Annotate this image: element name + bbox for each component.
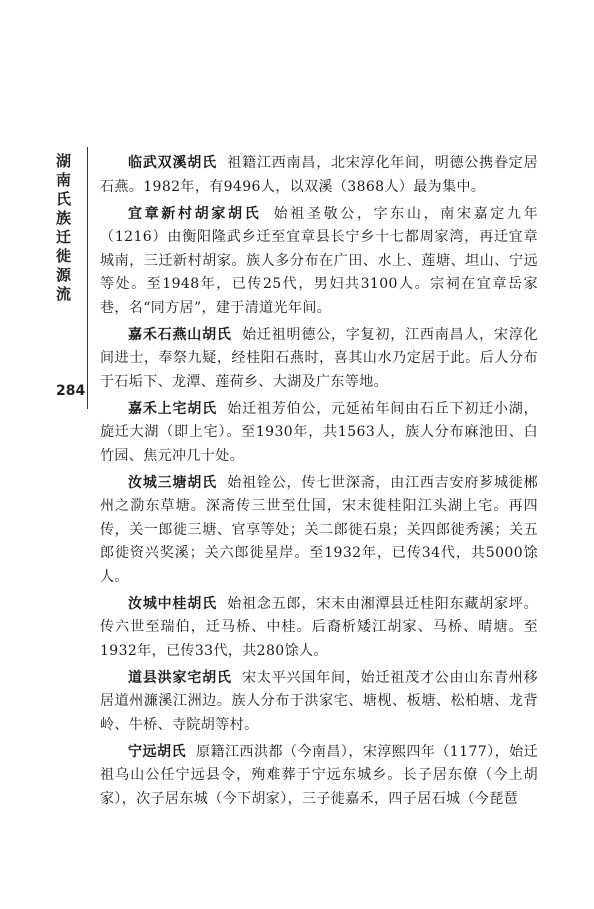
clan-description: 始祖圣敬公，字东山，南宋嘉定九年（1216）由衡阳隆武乡迁至宜章县长宁乡十七都周家湾，再迁宜章城南，三迁新村胡家。族人多分布在广田、水上、莲塘、坦山、宁远等处。至1948年，已传25代，男妇共3100人。宗祠在宜章岳家巷，名“同方居”，建于清道光年间。 — [100, 205, 539, 316]
clan-name: 嘉禾上宅胡氏 — [128, 400, 217, 417]
clan-name: 临武双溪胡氏 — [128, 155, 217, 171]
margin-rule — [87, 147, 88, 409]
clan-name: 嘉禾石燕山胡氏 — [128, 326, 232, 343]
clan-entry — [100, 593, 538, 664]
clan-description: 宋太平兴国年间，始迁祖茂才公由山东青州移居道州濂溪江洲边。族人分布于洪家宅、塘枧、板塘、松柏塘、龙背岭、牛桥、寺院胡等村。 — [100, 669, 538, 733]
clan-description: 始迁祖芳伯公，元延祐年间由石丘下初迁小湖，旋迁大湖（即上宅）。至1930年，共1563人，族人分布麻池田、白竹园、焦元冲几十处。 — [100, 400, 538, 464]
clan-description: 始祖念五郎，宋末由湘潭县迁桂阳东藏胡家坪。传六世至瑞伯，迁马桥、中桂。后裔析矮江胡家、马桥、晴塘。至1932年，已传33代，共280馀人。 — [100, 595, 538, 659]
clan-entry — [100, 152, 538, 199]
clan-entry — [100, 324, 538, 395]
page-body — [100, 152, 538, 811]
clan-entry — [100, 203, 538, 321]
clan-entry — [100, 667, 538, 738]
clan-name: 宜章新村胡家胡氏 — [128, 205, 262, 222]
clan-description: 始迁祖明德公，字复初，江西南昌人，宋淳化间进士，奉祭九疑，经桂阳石燕时，喜其山水乃定居于此。后人分布于石垢下、龙潭、莲荷乡、大湖及广东等地。 — [100, 326, 538, 390]
clan-entry — [100, 741, 538, 812]
clan-description: 祖籍江西南昌，北宋淳化年间，明德公携眷定居石燕。1982年，有9496人，以双溪（3868人）最为集中。 — [100, 155, 538, 195]
clan-name: 宁远胡氏 — [128, 743, 186, 760]
clan-name: 汝城三塘胡氏 — [128, 474, 217, 491]
clan-entry — [100, 398, 538, 469]
clan-entry — [100, 472, 538, 590]
book-title-vertical: 湖南氏族迁徙源流 — [56, 152, 72, 303]
clan-description: 始祖铨公，传七世深斋，由江西吉安府芗城徙郴州之泐东草塘。深斋传三世至仕国，宋末徙桂阳江头湖上宅。再四传，关一郎徙三塘、官享等处；关二郎徙石泉；关四郎徙秀溪；关五郎徙资兴奖溪；关六郎徙星岸。至1932年，已传34代，共5000馀人。 — [100, 474, 538, 585]
clan-name: 道县洪家宅胡氏 — [128, 669, 232, 686]
page-number: 284 — [56, 383, 86, 399]
clan-description: 原籍江西洪都（今南昌），宋淳熙四年（1177），始迁祖乌山公任宁远县令，殉难葬于宁远东城乡。长子居东僚（今上胡家），次子居东城（今下胡家），三子徙嘉禾，四子居石城（今琵琶 — [100, 743, 538, 807]
clan-name: 汝城中桂胡氏 — [128, 595, 217, 612]
